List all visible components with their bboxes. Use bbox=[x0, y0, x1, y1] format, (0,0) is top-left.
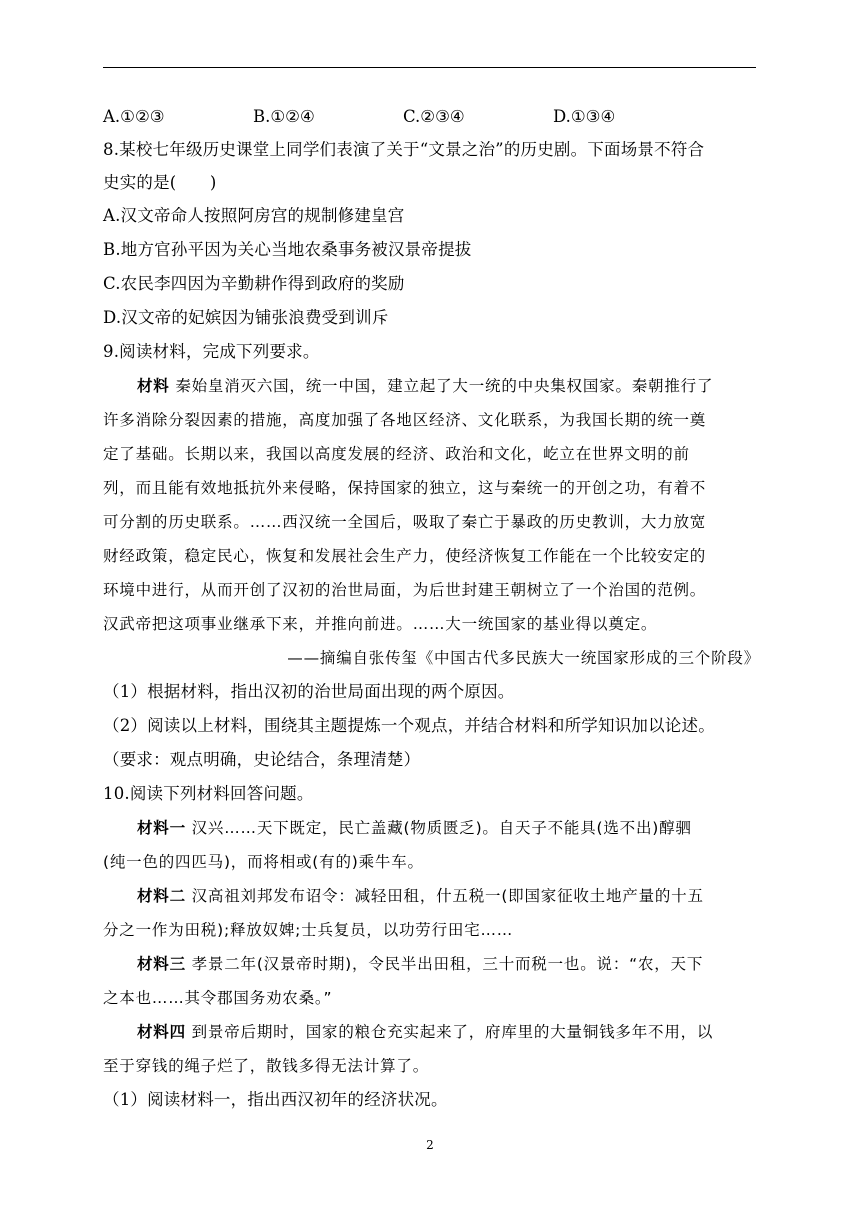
q8-option-a: A.汉文帝命人按照阿房宫的规制修建皇宫 bbox=[103, 206, 405, 225]
q10-stem: 10.阅读下列材料回答问题。 bbox=[103, 784, 314, 803]
q9-material-line: 列，而且能有效地抵抗外来侵略，保持国家的独立，这与秦统一的开创之功，有着不 bbox=[103, 479, 707, 497]
q10-material3-line2: 之本也……其令郡国务劝农桑。” bbox=[103, 989, 333, 1007]
q9-sub2-requirement: （要求：观点明确，史论结合，条理清楚） bbox=[103, 750, 421, 769]
q9-material-line: 材料 秦始皇消灭六国，统一中国，建立起了大一统的中央集权国家。秦朝推行了 bbox=[137, 377, 714, 395]
q10-material3-label: 材料三 bbox=[137, 955, 186, 973]
q10-material2-line2: 分之一作为田税);释放奴婢;士兵复员，以功劳行田宅…… bbox=[103, 921, 514, 939]
q7-option-a: A.①②③ bbox=[103, 107, 165, 126]
q8-option-d: D.汉文帝的妃嫔因为铺张浪费受到训斥 bbox=[103, 308, 389, 327]
q10-material2-line1: 材料二 汉高祖刘邦发布诏令：减轻田租，什五税一(即国家征收土地产量的十五 bbox=[137, 887, 704, 905]
q10-material4-line1: 材料四 到景帝后期时，国家的粮仓充实起来了，府库里的大量铜钱多年不用，以 bbox=[137, 1023, 714, 1041]
q9-material-line: 许多消除分裂因素的措施，高度加强了各地区经济、文化联系，为我国长期的统一奠 bbox=[103, 411, 707, 429]
header-rule bbox=[103, 67, 756, 68]
page-number: 2 bbox=[426, 1138, 434, 1152]
q10-material1-line1: 材料一 汉兴……天下既定，民亡盖藏(物质匮乏)。自天子不能具(选不出)醇驷 bbox=[137, 819, 692, 837]
q10-material1-line2: (纯一色的四匹马)，而将相或(有的)乘牛车。 bbox=[103, 853, 424, 871]
q7-option-c: C.②③④ bbox=[403, 107, 465, 126]
q8-stem-line2: 史实的是( ) bbox=[103, 173, 217, 192]
q8-option-c: C.农民李四因为辛勤耕作得到政府的奖励 bbox=[103, 274, 405, 293]
q9-material-line: 财经政策，稳定民心，恢复和发展社会生产力，使经济恢复工作能在一个比较安定的 bbox=[103, 547, 707, 565]
q9-material-line: 汉武帝把这项事业继承下来，并推向前进。……大一统国家的基业得以奠定。 bbox=[103, 615, 658, 633]
q9-material-line: 定了基础。长期以来，我国以高度发展的经济、政治和文化，屹立在世界文明的前 bbox=[103, 445, 690, 463]
q10-material3-line1: 材料三 孝景二年(汉景帝时期)，令民半出田租，三十而税一也。说：“农，天下 bbox=[137, 955, 704, 973]
q7-option-b: B.①②④ bbox=[253, 107, 315, 126]
q10-material2-label: 材料二 bbox=[137, 887, 186, 905]
q9-material-label: 材料 bbox=[137, 377, 170, 395]
q7-option-d: D.①③④ bbox=[553, 107, 616, 126]
q10-material4-label: 材料四 bbox=[137, 1023, 186, 1041]
q9-source: ——摘编自张传玺《中国古代多民族大一统国家形成的三个阶段》 bbox=[287, 649, 760, 667]
q9-material-line: 可分割的历史联系。……西汉统一全国后，吸取了秦亡于暴政的历史教训，大力放宽 bbox=[103, 513, 707, 531]
q9-material-line: 环境中进行，从而开创了汉初的治世局面，为后世封建王朝树立了一个治国的范例。 bbox=[103, 581, 707, 599]
q10-sub1: （1）阅读材料一，指出西汉初年的经济状况。 bbox=[103, 1090, 448, 1109]
q8-stem-line1: 8.某校七年级历史课堂上同学们表演了关于“文景之治”的历史剧。下面场景不符合 bbox=[103, 140, 705, 159]
q8-option-b: B.地方官孙平因为关心当地农桑事务被汉景帝提拔 bbox=[103, 240, 472, 259]
q9-stem: 9.阅读材料，完成下列要求。 bbox=[103, 342, 320, 361]
q9-sub1: （1）根据材料，指出汉初的治世局面出现的两个原因。 bbox=[103, 682, 515, 701]
q10-material1-label: 材料一 bbox=[137, 819, 186, 837]
q9-sub2: （2）阅读以上材料，围绕其主题提炼一个观点，并结合材料和所学知识加以论述。 bbox=[103, 716, 715, 735]
q10-material4-line2: 至于穿钱的绳子烂了，散钱多得无法计算了。 bbox=[103, 1057, 430, 1075]
